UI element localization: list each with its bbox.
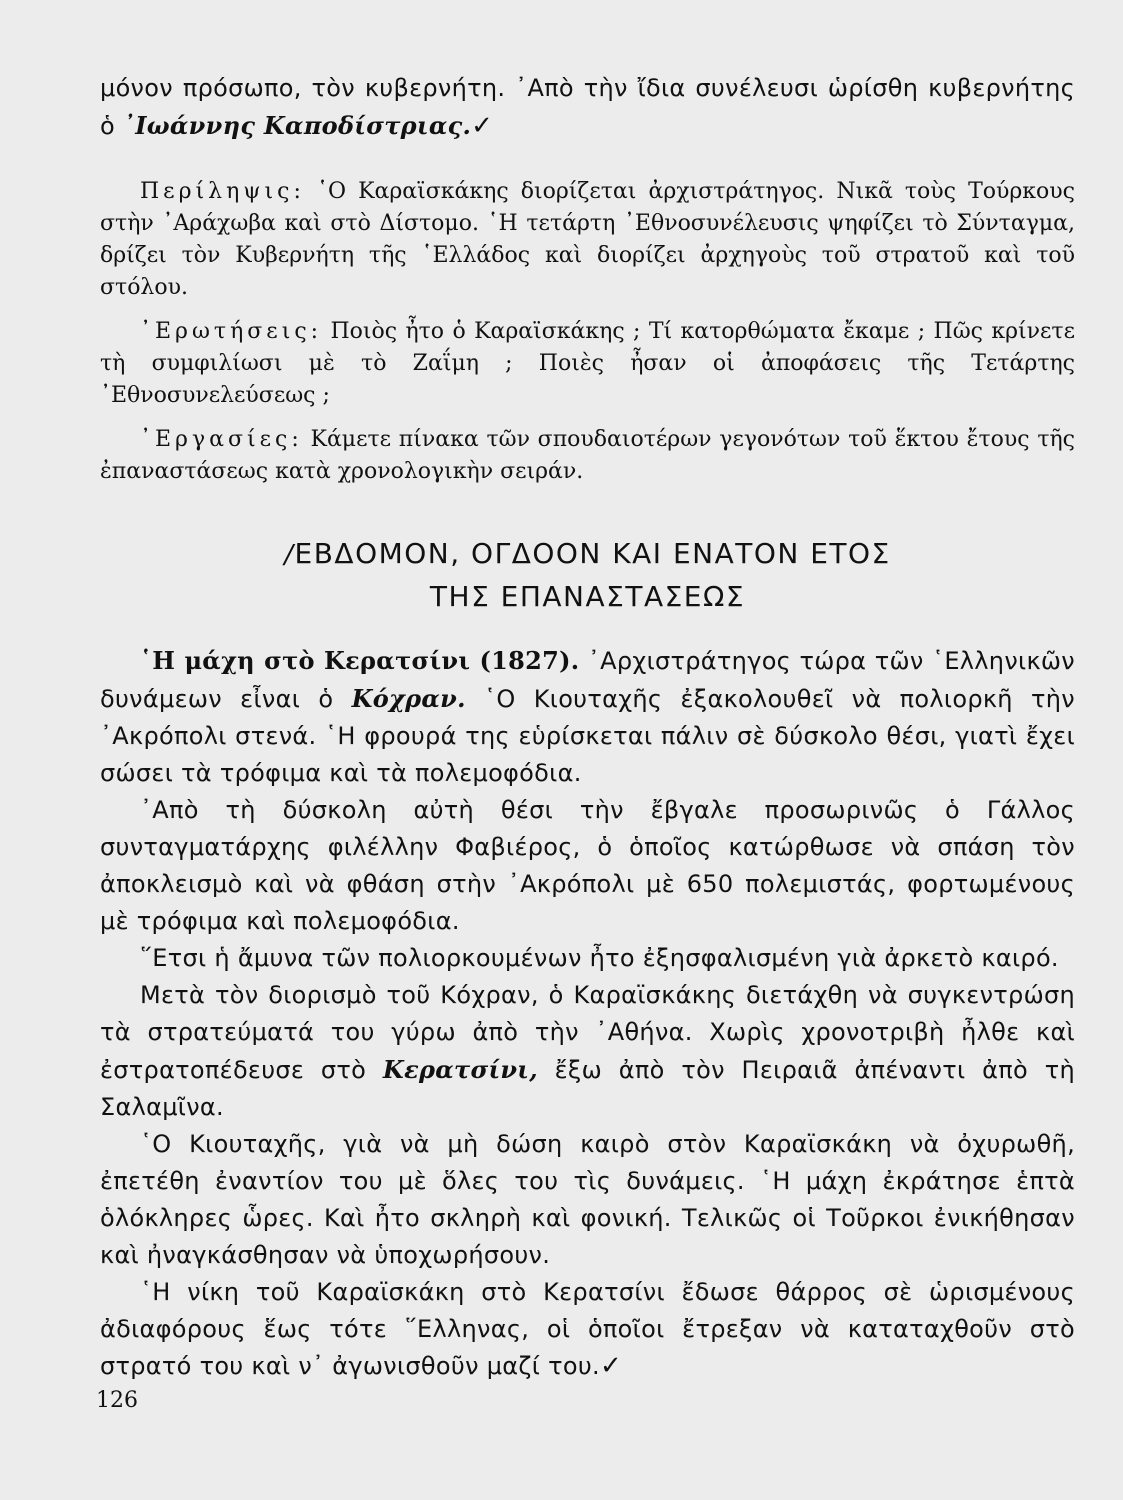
page-number: 126 xyxy=(96,1388,138,1413)
questions-paragraph: ᾿Ερωτήσεις: Ποιὸς ἦτο ὁ Καραϊσκάκης ; Τί κατορθώματα ἔκαμε ; Πῶς κρίνετε τὴ συμφιλίωσι μὲ τὸ Ζαΐμη ; Ποιὲς ἦσαν οἱ ἀποφάσεις τῆς Τετάρτης ᾿Εθνοσυνελεύσεως ; xyxy=(100,319,1075,408)
kapodistrias-name: ᾿Ιωάννης Καποδίστριας. xyxy=(122,111,472,140)
heading-line-1: /ΕΒΔΟΜΟΝ, ΟΓΔΟΟΝ ΚΑΙ ΕΝΑΤΟΝ ΕΤΟΣ xyxy=(284,537,891,570)
main-text xyxy=(100,642,1075,1385)
summary-paragraph: Περίληψις: ῾Ο Καραϊσκάκης διορίζεται ἀρχιστράτηγος. Νικᾶ τοὺς Τούρκους στὴν ᾿Αράχωβα καὶ στὸ Δίστομο. ῾Η τετάρτη ᾿Εθνοσυνέλευσις ψηφίζει τὸ Σύνταγμα, δρίζει τὸν Κυβερνήτη τῆς ῾Ελλάδος καὶ διορίζει ἀρχηγοὺς τοῦ στρατοῦ καὶ τοῦ στόλου. xyxy=(100,179,1075,300)
paragraph-2: ᾿Απὸ τὴ δύσκολη αὐτὴ θέσι τὴν ἔβγαλε προσωρινῶς ὁ Γάλλος συνταγματάρχης φιλέλλην Φαβιέρος, ὁ ὁποῖος κατώρθωσε νὰ σπάση τὸν ἀποκλεισμὸ καὶ νὰ φθάση στὴν ᾿Ακρόπολι μὲ 650 πολεμιστάς, φορτωμένους μὲ τρόφιμα καὶ πολεμοφόδια. xyxy=(100,796,1075,935)
paragraph-3: ῞Ετσι ἡ ἄμυνα τῶν πολιορκουμένων ἦτο ἐξησφαλισμένη γιὰ ἀρκετὸ καιρό. xyxy=(140,944,1059,972)
tasks-label: ᾿Εργασίες: xyxy=(140,427,303,452)
tasks-paragraph: ᾿Εργασίες: Κάμετε πίνακα τῶν σπουδαιοτέρων γεγονότων τοῦ ἕκτου ἔτους τῆς ἐπαναστάσεως κατὰ χρονολογικὴν σειράν. xyxy=(100,427,1075,484)
intro-paragraph: μόνον πρόσωπο, τὸν κυβερνήτη. ᾿Απὸ τὴν ἴδια συνέλευσι ὡρίσθη κυβερνήτης ὁ ᾿Ιωάννης Καποδίστριας.✓ xyxy=(100,74,1075,141)
questions-label: ᾿Ερωτήσεις: xyxy=(140,319,323,344)
paragraph-4: Μετὰ τὸν διορισμὸ τοῦ Κόχραν, ὁ Καραϊσκάκης διετάχθη νὰ συγκεντρώση τὰ στρατεύματά του γύρω ἀπὸ τὴν ᾿Αθήνα. Χωρὶς χρονοτριβὴ ἦλθε καὶ ἐστρατοπέδευσε στὸ Κερατσίνι, ἔξω ἀπὸ τὸν Πειραιᾶ ἀπέναντι ἀπὸ τὴ Σαλαμῖνα. xyxy=(100,981,1075,1121)
check-mark-2: ✓ xyxy=(599,1351,623,1381)
summary-label: Περίληψις: xyxy=(140,179,305,204)
paragraph-1: ῾Η μάχη στὸ Κερατσίνι (1827). ᾿Αρχιστράτηγος τώρα τῶν ῾Ελληνικῶν δυνάμεων εἶναι ὁ Κόχραν. ῾Ο Κιουταχῆς ἐξακολουθεῖ νὰ πολιορκῆ τὴν ᾿Ακρόπολι στενά. ῾Η φρουρά της εὑρίσκεται πάλιν σὲ δύσκολο θέσι, γιατὶ ἔχει σώσει τὰ τρόφιμα καὶ τὰ πολεμοφόδια. xyxy=(100,646,1076,787)
cochrane-name: Κόχραν. xyxy=(351,684,466,713)
check-mark: ✓ xyxy=(471,111,494,141)
section-title: ῾Η μάχη στὸ Κερατσίνι (1827). xyxy=(140,646,580,675)
heading-mark: / xyxy=(284,540,295,570)
intro-block xyxy=(100,70,1075,145)
paragraph-5: ῾Ο Κιουταχῆς, γιὰ νὰ μὴ δώση καιρὸ στὸν Καραϊσκάκη νὰ ὀχυρωθῆ, ἐπετέθη ἐναντίον του μὲ ὅλες του τὶς δυνάμεις. ῾Η μάχη ἐκράτησε ἑπτὰ ὁλόκληρες ὧρες. Καὶ ἦτο σκληρὴ καὶ φονική. Τελικῶς οἱ Τοῦρκοι ἐνικήθησαν καὶ ἠναγκάσθησαν νὰ ὑποχωρήσουν. xyxy=(100,1130,1075,1269)
keratsini-name: Κερατσίνι, xyxy=(382,1055,538,1084)
review-block xyxy=(100,176,1075,488)
paragraph-6: ῾Η νίκη τοῦ Καραϊσκάκη στὸ Κερατσίνι ἔδωσε θάρρος σὲ ὡρισμένους ἀδιαφόρους ἕως τότε ῞Ελληνας, οἱ ὁποῖοι ἔτρεξαν νὰ καταταχθοῦν στὸ στρατό του καὶ ν᾿ ἀγωνισθοῦν μαζί του.✓ xyxy=(100,1278,1075,1381)
chapter-heading xyxy=(100,534,1075,617)
heading-line-2: ΤΗΣ ΕΠΑΝΑΣΤΑΣΕΩΣ xyxy=(429,580,746,613)
